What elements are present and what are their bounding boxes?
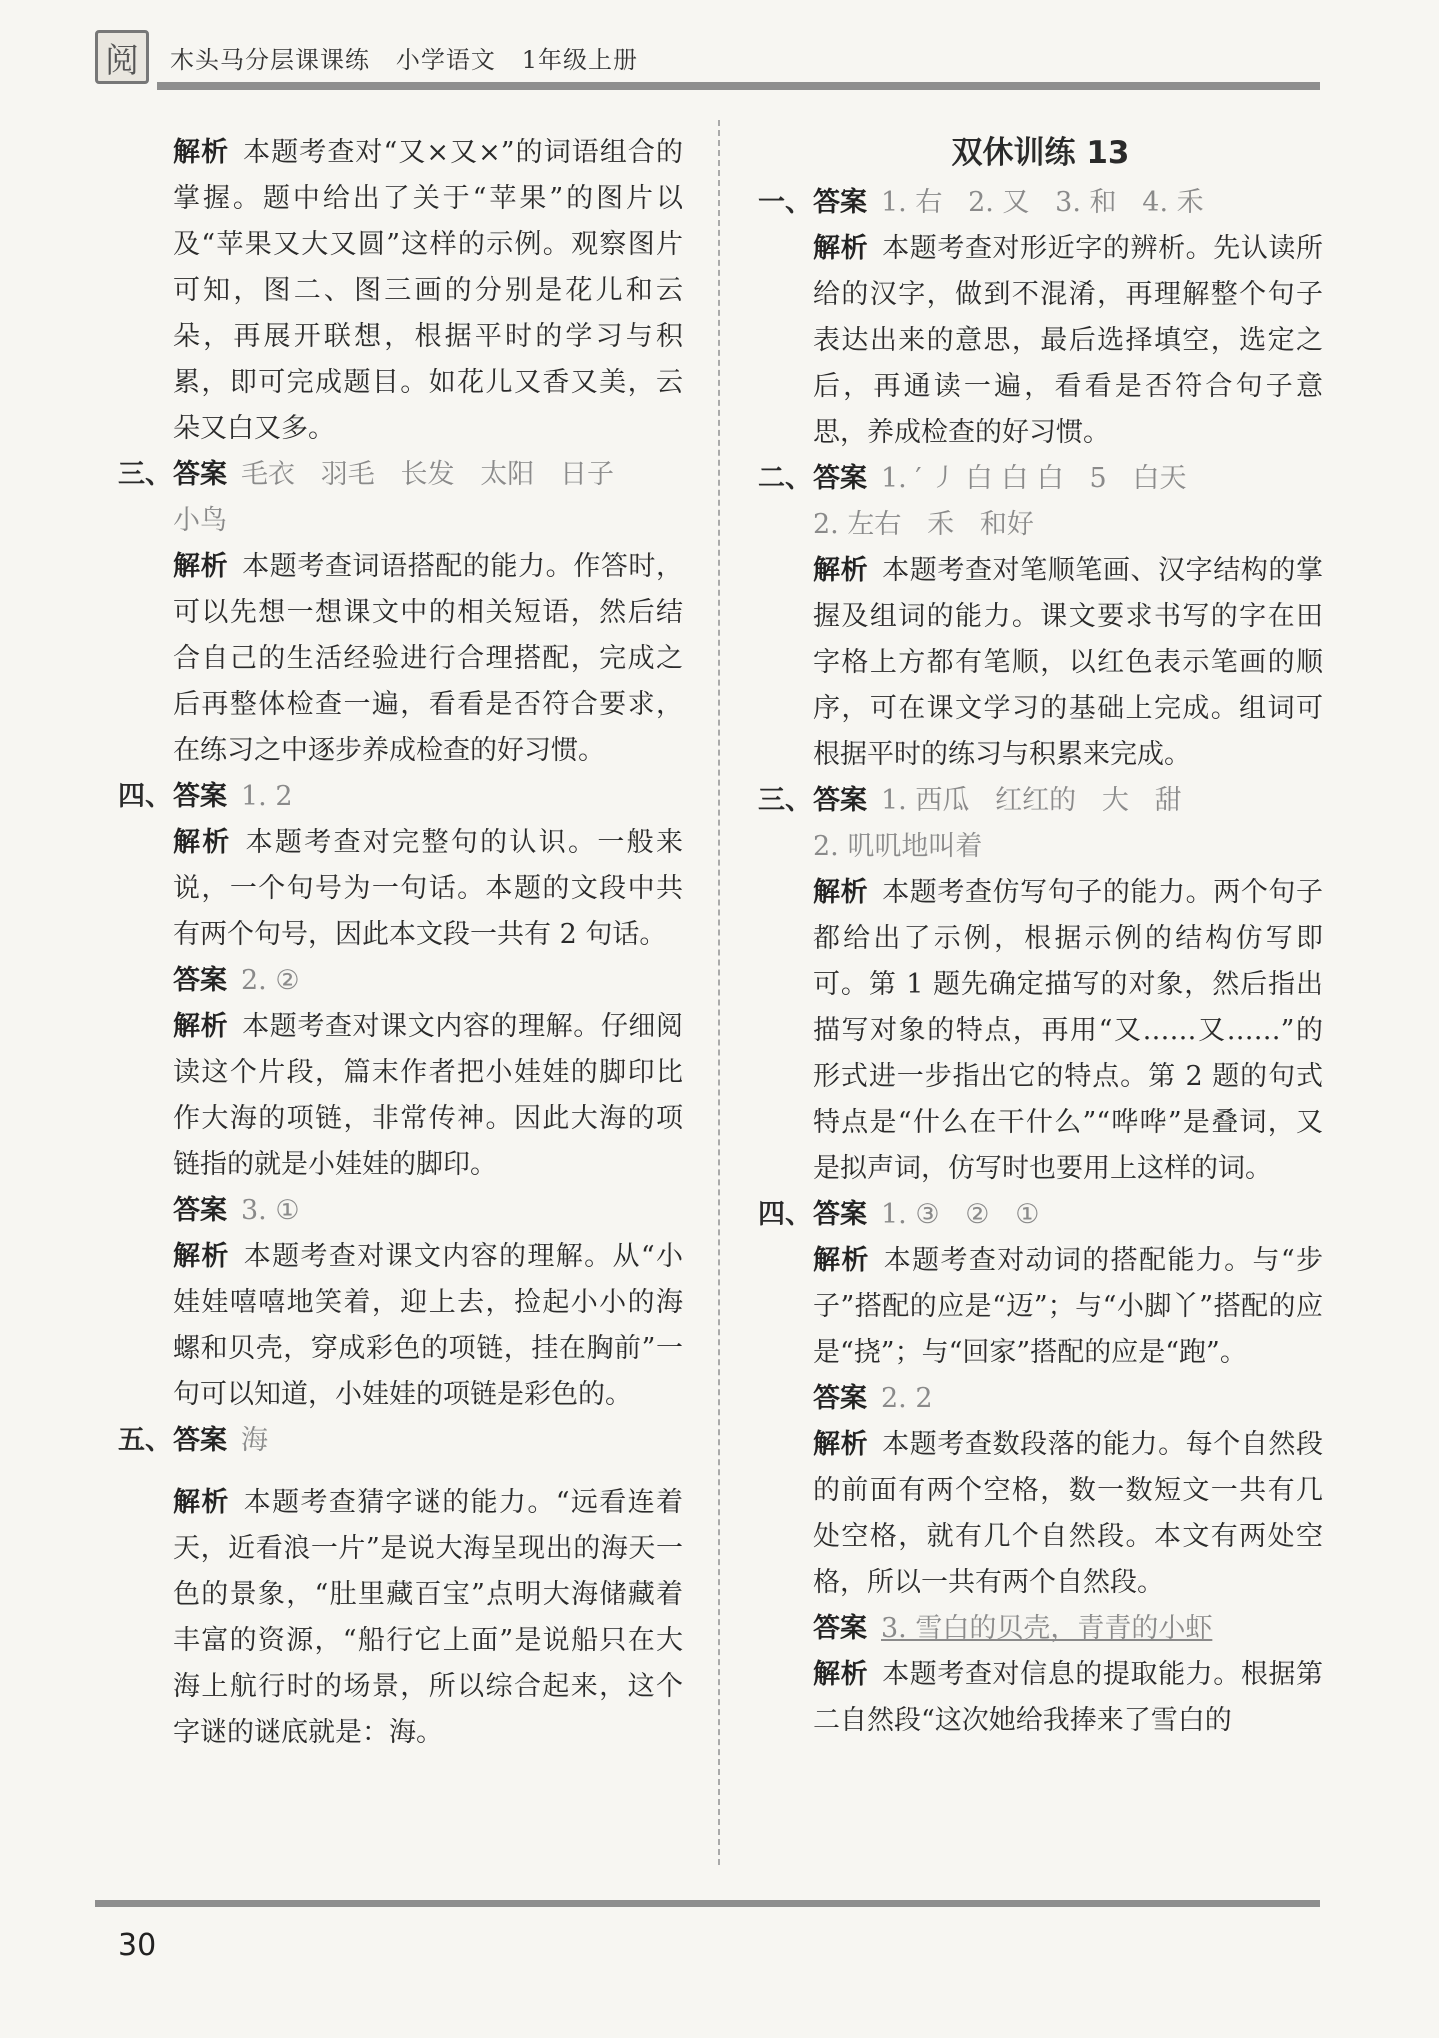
analysis-text: 本题考查猜字谜的能力。“远看连着天，近看浪一片”是说大海呈现出的海天一色的景象，“肚里藏百宝”点明大海储藏着丰富的资源，“船行它上面”是说船只在大海上航行时的场景，所以综合起来，这个字谜的谜底就是：海。 [173,1487,683,1748]
answer-text: 1. 西瓜 红红的 大 甜 [881,785,1182,816]
question-number: 三、 [118,459,172,490]
question-4 [118,774,683,1418]
question-number: 五、 [118,1425,172,1456]
analysis-text: 本题考查对形近字的辨析。先认读所给的汉字，做到不混淆，再理解整个句子表达出来的意思，最后选择填空，选定之后，再通读一遍，看看是否符合句子意思，养成检查的好习惯。 [813,233,1324,448]
analysis-text: 本题考查对信息的提取能力。根据第二自然段“这次她给我捧来了雪白的 [813,1659,1324,1736]
question-2 [758,456,1323,778]
answer-label: 答案 [813,1613,867,1644]
analysis-label: 解析 [173,137,230,168]
answer-label: 答案 [813,785,867,816]
answer-text: 3. 雪白的贝壳，青青的小虾 [881,1613,1213,1644]
answer-text: 海 [241,1425,268,1456]
question-number: 四、 [118,781,172,812]
page-header [95,30,1320,92]
analysis-text: 本题考查对“又×又×”的词语组合的掌握。题中给出了关于“苹果”的图片以及“苹果又大又圆”这样的示例。观察图片可知，图二、图三画的分别是花儿和云朵，再展开联想，根据平时的学习与积累，即可完成题目。如花儿又香又美，云朵又白又多。 [173,137,683,444]
analysis-paragraph [173,820,683,958]
question-3 [758,778,1323,1192]
column-divider [718,120,720,1865]
analysis-text: 本题考查对课文内容的理解。从“小娃娃嘻嘻地笑着，迎上去，捡起小小的海螺和贝壳，穿成彩色的项链，挂在胸前”一句可以知道，小娃娃的项链是彩色的。 [173,1241,683,1410]
analysis-paragraph [813,1652,1323,1744]
answer-text: 3. ① [241,1195,300,1226]
answer-text: 1. 右 2. 又 3. 和 4. 禾 [881,187,1204,218]
question-5 [118,1418,683,1756]
question-number: 三、 [758,785,812,816]
answer-label: 答案 [813,187,867,218]
analysis-paragraph [173,1234,683,1418]
analysis-label: 解析 [813,1659,869,1690]
analysis-paragraph [173,544,683,774]
question-1 [758,180,1323,456]
analysis-label: 解析 [173,827,232,858]
analysis-text: 本题考查对笔顺笔画、汉字结构的掌握及组词的能力。课文要求书写的字在田字格上方都有笔顺，以红色表示笔画的顺序，可在课文学习的基础上完成。组词可根据平时的练习与积累来完成。 [813,555,1324,770]
analysis-text: 本题考查对完整句的认识。一般来说，一个句号为一句话。本题的文段中共有两个句号，因此本文段一共有 2 句话。 [173,827,683,950]
right-column [758,130,1323,1744]
analysis-label: 解析 [813,233,869,264]
answer-label: 答案 [173,965,227,996]
footer-rule [95,1900,1320,1907]
answer-text: 1. ′ ㇓ 白 白 白 5 白天 [881,463,1187,494]
answer-label: 答案 [813,1383,867,1414]
left-column [118,130,683,1756]
analysis-text: 本题考查数段落的能力。每个自然段的前面有两个空格，数一数短文一共有几处空格，就有几个自然段。本文有两处空格，所以一共有两个自然段。 [813,1429,1324,1598]
answer-label: 答案 [813,1199,867,1230]
page-number: 30 [118,1928,157,1963]
answer-text: 1. ③ ② ① [881,1199,1040,1230]
book-logo: 阅 [95,30,149,84]
analysis-label: 解析 [173,551,229,582]
analysis-label: 解析 [173,1241,230,1272]
header-title: 木头马分层课课练 小学语文 1年级上册 [170,46,639,74]
analysis-paragraph [173,130,683,452]
answer-text: 小鸟 [173,505,227,536]
question-3 [118,452,683,774]
analysis-label: 解析 [813,555,869,586]
analysis-paragraph [813,1422,1323,1606]
answer-text: 2. 左右 禾 和好 [813,509,1034,540]
answer-label: 答案 [173,781,227,812]
question-number: 二、 [758,463,812,494]
analysis-paragraph [173,1004,683,1188]
analysis-label: 解析 [813,877,869,908]
analysis-label: 解析 [813,1245,870,1276]
answer-label: 答案 [173,1195,227,1226]
answer-text: 2. 叽叽地叫着 [813,831,983,862]
answer-text: 2. ② [241,965,300,996]
analysis-text: 本题考查仿写句子的能力。两个句子都给出了示例，根据示例的结构仿写即可。第 1 题先确定描写的对象，然后指出描写对象的特点，再用“又……又……”的形式进一步指出它的特点。第 2 题的句式特点是“什么在干什么”“哗哗”是叠词，又是拟声词，仿写时也要用上这样的词。 [813,877,1324,1184]
analysis-paragraph [173,1480,683,1756]
answer-text: 毛衣 羽毛 长发 太阳 日子 [241,459,614,490]
analysis-label: 解析 [173,1011,229,1042]
analysis-paragraph [813,548,1323,778]
analysis-text: 本题考查词语搭配的能力。作答时，可以先想一想课文中的相关短语，然后结合自己的生活经验进行合理搭配，完成之后再整体检查一遍，看看是否符合要求，在练习之中逐步养成检查的好习惯。 [173,551,684,766]
section-title: 双休训练 13 [951,135,1130,171]
answer-text: 1. 2 [241,781,293,812]
answer-text: 2. 2 [881,1383,933,1414]
header-rule [157,82,1320,90]
analysis-paragraph [813,226,1323,456]
analysis-label: 解析 [173,1487,230,1518]
question-4 [758,1192,1323,1744]
question-number: 一、 [758,187,812,218]
analysis-label: 解析 [813,1429,869,1460]
answer-label: 答案 [173,1425,227,1456]
analysis-text: 本题考查对课文内容的理解。仔细阅读这个片段，篇末作者把小娃娃的脚印比作大海的项链，非常传神。因此大海的项链指的就是小娃娃的脚印。 [173,1011,684,1180]
answer-label: 答案 [813,463,867,494]
answer-label: 答案 [173,459,227,490]
question-number: 四、 [758,1199,812,1230]
analysis-paragraph [813,870,1323,1192]
analysis-paragraph [813,1238,1323,1376]
analysis-text: 本题考查对动词的搭配能力。与“步子”搭配的应是“迈”；与“小脚丫”搭配的应是“挠”；与“回家”搭配的应是“跑”。 [813,1245,1323,1368]
